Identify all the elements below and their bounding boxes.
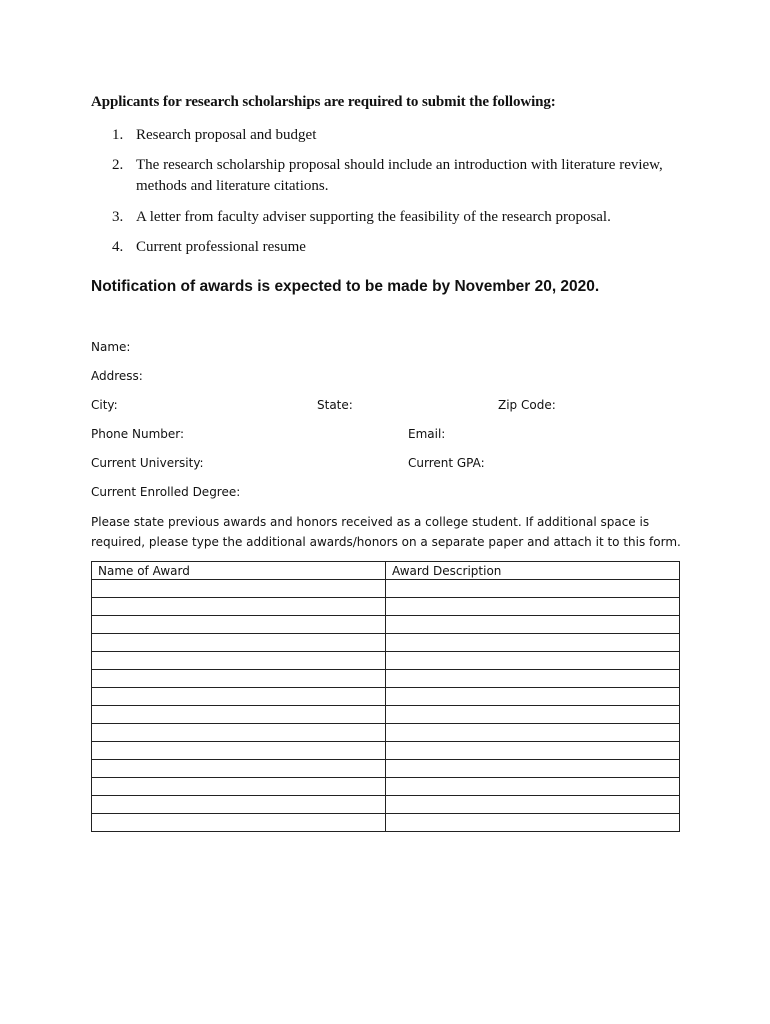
award-description-cell[interactable] xyxy=(386,778,680,796)
requirement-number: 4. xyxy=(112,239,124,255)
requirement-item xyxy=(112,155,676,197)
award-description-cell[interactable] xyxy=(386,670,680,688)
requirements-heading: Applicants for research scholarships are required to submit the following: xyxy=(91,94,556,110)
award-name-cell[interactable] xyxy=(92,670,386,688)
column-header-award-description: Award Description xyxy=(386,562,680,580)
award-description-cell[interactable] xyxy=(386,706,680,724)
award-name-cell[interactable] xyxy=(92,652,386,670)
zip-code-field-label: Zip Code: xyxy=(498,398,556,412)
table-row xyxy=(92,778,680,796)
column-header-name-of-award: Name of Award xyxy=(92,562,386,580)
requirement-text: Current professional resume xyxy=(136,239,306,255)
table-row xyxy=(92,742,680,760)
table-row xyxy=(92,580,680,598)
requirement-number: 3. xyxy=(112,209,124,225)
city-field-label: City: xyxy=(91,398,118,412)
table-row xyxy=(92,814,680,832)
requirement-number: 2. xyxy=(112,157,124,173)
email-field-label: Email: xyxy=(408,427,446,441)
award-name-cell[interactable] xyxy=(92,688,386,706)
state-field-label: State: xyxy=(317,398,353,412)
award-name-cell[interactable] xyxy=(92,796,386,814)
award-name-cell[interactable] xyxy=(92,634,386,652)
award-description-cell[interactable] xyxy=(386,814,680,832)
requirement-number: 1. xyxy=(112,127,124,143)
award-description-cell[interactable] xyxy=(386,652,680,670)
table-row xyxy=(92,796,680,814)
name-field-label: Name: xyxy=(91,340,131,354)
table-row xyxy=(92,688,680,706)
current-university-field-label: Current University: xyxy=(91,456,204,470)
requirement-text: The research scholarship proposal should include an introduction with literature review, methods and literature citations. xyxy=(136,157,663,194)
award-description-cell[interactable] xyxy=(386,688,680,706)
table-row xyxy=(92,706,680,724)
table-row xyxy=(92,760,680,778)
requirement-item xyxy=(112,237,676,258)
address-field-label: Address: xyxy=(91,369,143,383)
table-row xyxy=(92,724,680,742)
award-description-cell[interactable] xyxy=(386,616,680,634)
award-name-cell[interactable] xyxy=(92,598,386,616)
award-name-cell[interactable] xyxy=(92,580,386,598)
award-name-cell[interactable] xyxy=(92,742,386,760)
award-description-cell[interactable] xyxy=(386,598,680,616)
notification-date-notice: Notification of awards is expected to be made by November 20, 2020. xyxy=(91,278,600,295)
award-name-cell[interactable] xyxy=(92,724,386,742)
table-row xyxy=(92,616,680,634)
award-name-cell[interactable] xyxy=(92,760,386,778)
award-description-cell[interactable] xyxy=(386,760,680,778)
award-name-cell[interactable] xyxy=(92,706,386,724)
requirement-item xyxy=(112,207,676,228)
current-gpa-field-label: Current GPA: xyxy=(408,456,485,470)
table-row xyxy=(92,652,680,670)
awards-instructions: Please state previous awards and honors received as a college student. If additional space is required, please type the additional awards/honors on a separate paper and attach it to this form. xyxy=(91,515,681,549)
award-name-cell[interactable] xyxy=(92,616,386,634)
award-description-cell[interactable] xyxy=(386,796,680,814)
award-description-cell[interactable] xyxy=(386,580,680,598)
award-description-cell[interactable] xyxy=(386,724,680,742)
current-enrolled-degree-field-label: Current Enrolled Degree: xyxy=(91,485,241,499)
table-row xyxy=(92,634,680,652)
requirement-text: A letter from faculty adviser supporting the feasibility of the research proposal. xyxy=(136,209,611,225)
awards-table xyxy=(91,561,680,832)
requirement-item xyxy=(112,125,676,146)
award-description-cell[interactable] xyxy=(386,742,680,760)
table-row xyxy=(92,598,680,616)
award-description-cell[interactable] xyxy=(386,634,680,652)
phone-number-field-label: Phone Number: xyxy=(91,427,185,441)
awards-table-body xyxy=(92,580,680,832)
award-name-cell[interactable] xyxy=(92,814,386,832)
requirement-text: Research proposal and budget xyxy=(136,127,317,143)
award-name-cell[interactable] xyxy=(92,778,386,796)
table-row xyxy=(92,670,680,688)
awards-table-header-row xyxy=(92,562,680,580)
